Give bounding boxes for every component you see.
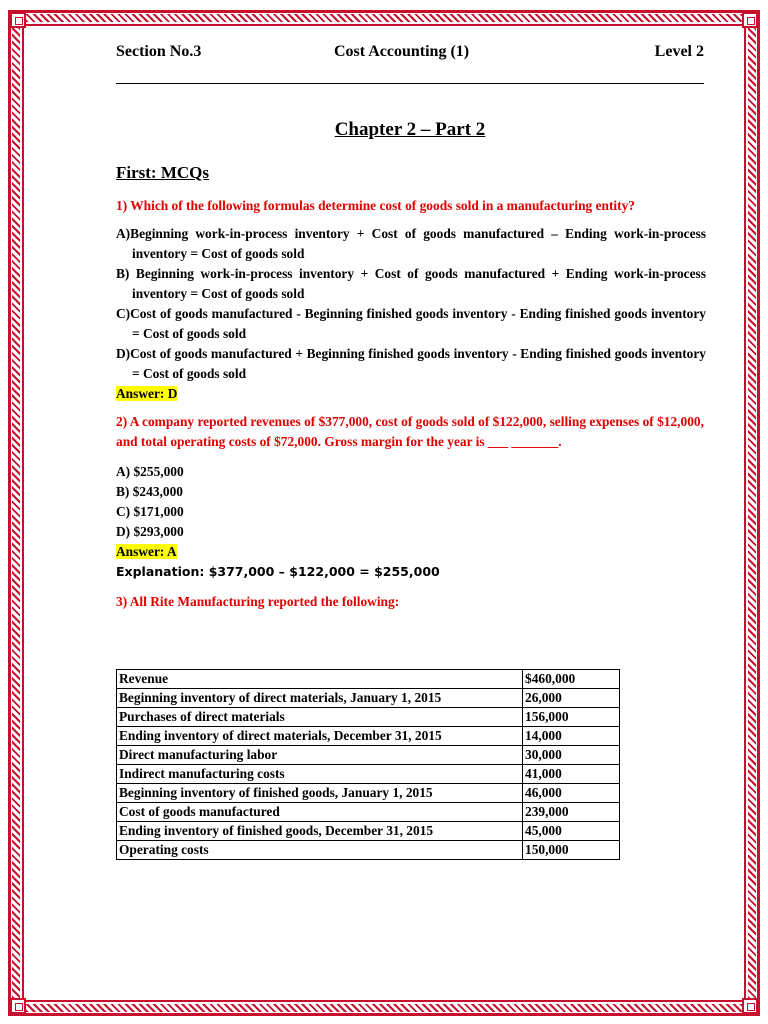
question-3: 3) All Rite Manufacturing reported the following: [116,594,400,609]
q2-option-a: A) $255,000 [116,464,184,479]
cost-data-table [116,669,620,860]
border-corner-ornament [742,12,758,28]
q2-answer [116,542,706,562]
section-title: First: MCQs [116,163,210,182]
option-text: Beginning work-in-process inventory + Cost of goods manufactured – Ending work-in-process inventory = Cost of goods sold [130,226,706,261]
table-value: 239,000 [523,803,620,822]
table-label: Ending inventory of direct materials, December 31, 2015 [117,727,523,746]
table-row [117,841,620,860]
table-value: 30,000 [523,746,620,765]
option-letter: B) [116,266,130,281]
q1-option-c [116,304,706,344]
table-label: Revenue [117,670,523,689]
answer-highlight: Answer: A [116,544,177,559]
option-text: Cost of goods manufactured - Beginning finished goods inventory - Ending finished goods inventory = Cost of goods sold [130,306,706,341]
table-value: 26,000 [523,689,620,708]
q2-option-d: D) $293,000 [116,524,184,539]
chapter-title: Chapter 2 – Part 2 [334,119,486,140]
table-label: Cost of goods manufactured [117,803,523,822]
table-row [117,746,620,765]
table-value: 45,000 [523,822,620,841]
q2-explanation: Explanation: $377,000 – $122,000 = $255,000 [116,564,440,579]
border-corner-ornament [10,998,26,1014]
q1-option-d [116,344,706,384]
table-row [117,708,620,727]
table-row [117,822,620,841]
question-1: 1) Which of the following formulas determine cost of goods sold in a manufacturing entity? [116,198,636,213]
table-row [117,784,620,803]
table-value: 41,000 [523,765,620,784]
table-row [117,727,620,746]
border-corner-ornament [10,12,26,28]
table-row [117,670,620,689]
option-text: Cost of goods manufactured + Beginning finished goods inventory - Ending finished goods inventory = Cost of goods sold [130,346,706,381]
option-letter: A) [116,226,131,241]
question-2: 2) A company reported revenues of $377,000, cost of goods sold of $122,000, selling expenses of $12,000, and total operating costs of $72,000. Gross margin for the year is ___ _______. [116,414,704,449]
table-label: Beginning inventory of direct materials, January 1, 2015 [117,689,523,708]
table-label: Operating costs [117,841,523,860]
option-letter: C) [116,306,131,321]
q1-answer [116,384,706,404]
q2-option-c: C) $171,000 [116,504,184,519]
option-letter: D) [116,346,131,361]
questions-content [116,196,706,612]
table-label: Indirect manufacturing costs [117,765,523,784]
answer-highlight: Answer: D [116,386,178,401]
q1-option-a [116,224,706,264]
table-value: 150,000 [523,841,620,860]
q2-option-b: B) $243,000 [116,484,183,499]
table-value: 14,000 [523,727,620,746]
table-row [117,689,620,708]
q1-option-b [116,264,706,304]
table-value: 46,000 [523,784,620,803]
option-text: Beginning work-in-process inventory + Cost of goods manufactured + Ending work-in-process inventory = Cost of goods sold [132,266,706,301]
table-row [117,803,620,822]
page-header [116,43,704,63]
header-section: Section No.3 [116,43,202,60]
header-divider [116,83,704,84]
table-label: Beginning inventory of finished goods, January 1, 2015 [117,784,523,803]
table-value: $460,000 [523,670,620,689]
table-value: 156,000 [523,708,620,727]
border-corner-ornament [742,998,758,1014]
table-label: Direct manufacturing labor [117,746,523,765]
table-row [117,765,620,784]
table-label: Ending inventory of finished goods, December 31, 2015 [117,822,523,841]
header-level: Level 2 [654,43,704,60]
header-course: Cost Accounting (1) [334,43,470,60]
table-label: Purchases of direct materials [117,708,523,727]
